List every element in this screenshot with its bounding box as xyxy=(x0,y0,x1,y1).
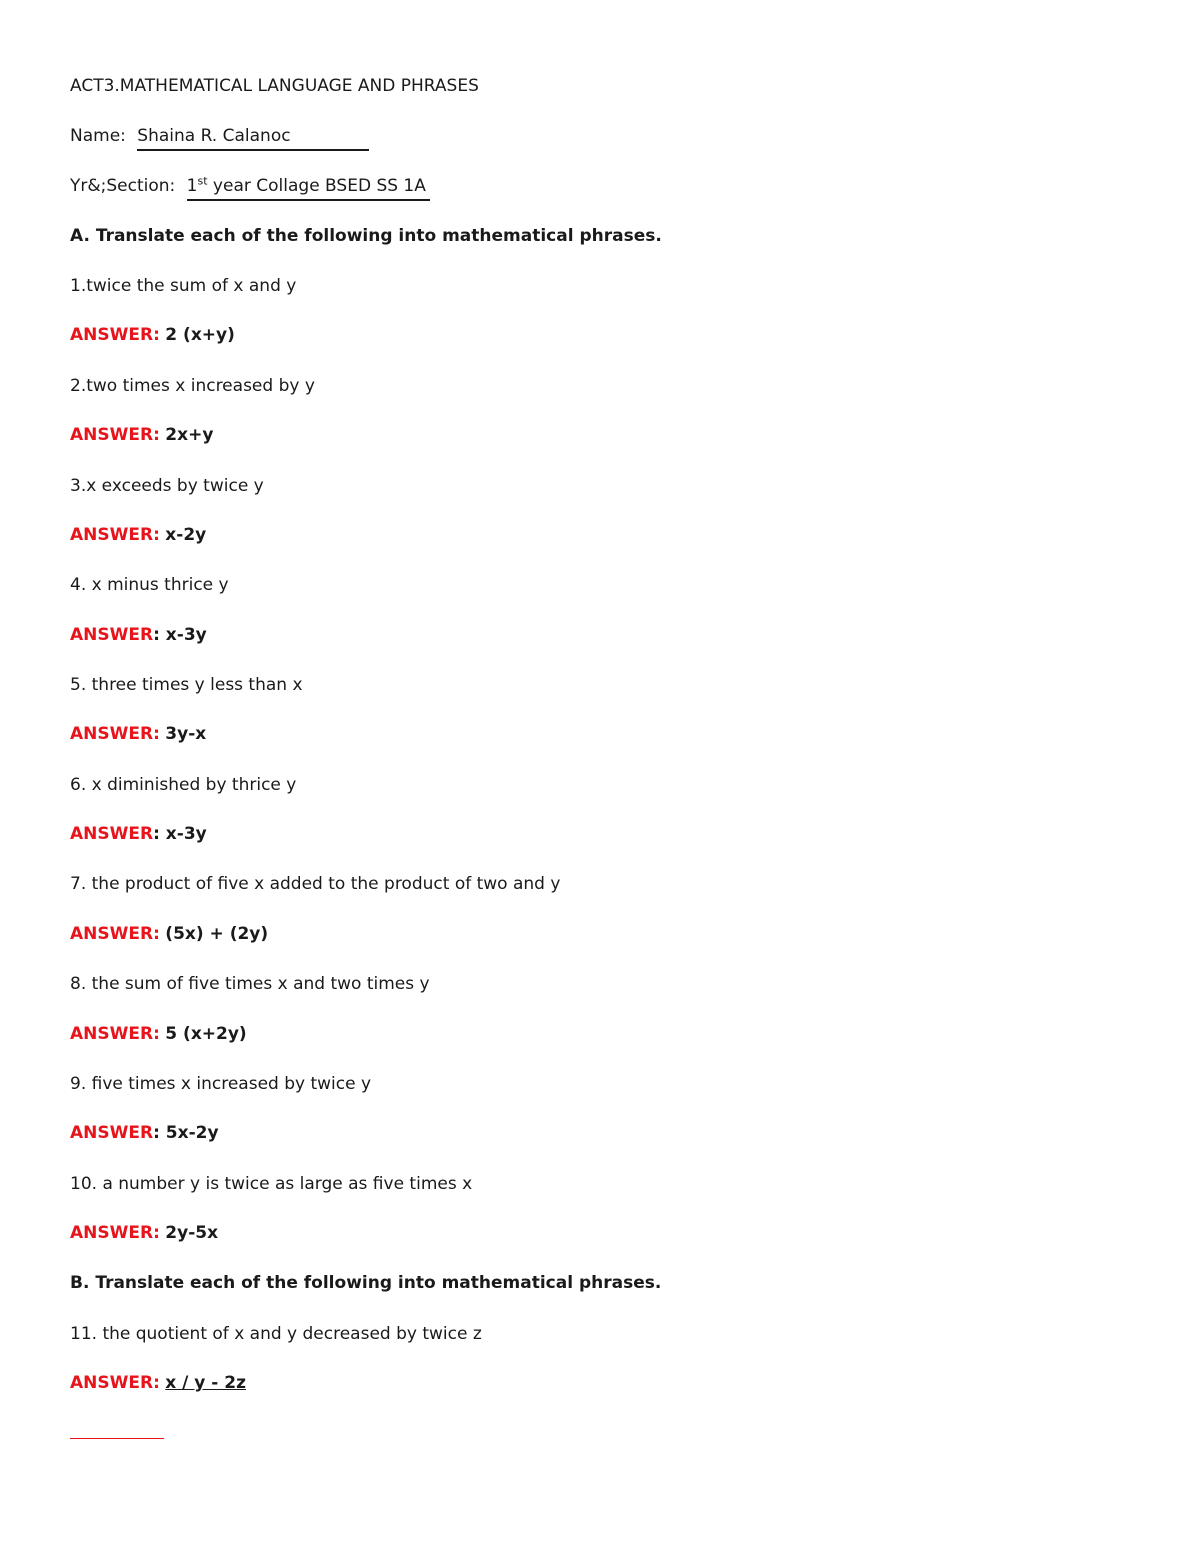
answer-value: x-2y xyxy=(165,525,207,545)
answer-label: ANSWER xyxy=(70,1123,154,1143)
document-title: ACT3.MATHEMATICAL LANGUAGE AND PHRASES xyxy=(70,76,479,96)
answer-value: (5x) + (2y) xyxy=(165,924,269,944)
name-row xyxy=(70,125,369,151)
question-10: 10. a number y is twice as large as five times x xyxy=(70,1174,473,1194)
name-value: Shaina R. Calanoc xyxy=(137,125,369,151)
question-11: 11. the quotient of x and y decreased by twice z xyxy=(70,1324,482,1344)
answer-6 xyxy=(70,823,207,845)
answer-value: 2 (x+y) xyxy=(165,325,235,345)
answer-value: : x-3y xyxy=(153,824,207,844)
question-1: 1.twice the sum of x and y xyxy=(70,276,297,296)
answer-value: x / y - 2z xyxy=(165,1373,247,1393)
section-value: year Collage BSED SS 1A xyxy=(207,176,426,196)
section-value-field xyxy=(187,175,430,201)
answer-5 xyxy=(70,723,206,745)
red-divider xyxy=(70,1438,164,1439)
name-label: Name: xyxy=(70,126,126,146)
answer-label: ANSWER: xyxy=(70,724,160,744)
answer-label: ANSWER: xyxy=(70,924,160,944)
answer-11 xyxy=(70,1372,246,1394)
answer-label: ANSWER: xyxy=(70,1223,160,1243)
question-8: 8. the sum of five times x and two times y xyxy=(70,974,430,994)
answer-value: 2x+y xyxy=(165,425,214,445)
question-6: 6. x diminished by thrice y xyxy=(70,775,297,795)
answer-1 xyxy=(70,324,235,346)
answer-value: : 5x-2y xyxy=(153,1123,219,1143)
answer-value: 3y-x xyxy=(165,724,207,744)
question-2: 2.two times x increased by y xyxy=(70,376,315,396)
answer-4 xyxy=(70,624,207,646)
answer-9 xyxy=(70,1122,219,1144)
question-5: 5. three times y less than x xyxy=(70,675,303,695)
answer-value: 5 (x+2y) xyxy=(165,1024,247,1044)
answer-8 xyxy=(70,1023,247,1045)
part-a-heading: A. Translate each of the following into mathematical phrases. xyxy=(70,226,662,246)
question-4: 4. x minus thrice y xyxy=(70,575,229,595)
answer-10 xyxy=(70,1222,218,1244)
answer-2 xyxy=(70,424,213,446)
question-3: 3.x exceeds by twice y xyxy=(70,476,264,496)
answer-label: ANSWER xyxy=(70,824,154,844)
section-row xyxy=(70,175,430,201)
answer-3 xyxy=(70,524,206,546)
section-label: Yr&;Section: xyxy=(70,176,176,196)
answer-label: ANSWER: xyxy=(70,525,160,545)
answer-value: 2y-5x xyxy=(165,1223,219,1243)
section-ordinal-suffix: st xyxy=(197,174,208,188)
answer-7 xyxy=(70,923,268,945)
answer-label: ANSWER xyxy=(70,625,154,645)
answer-label: ANSWER: xyxy=(70,325,160,345)
question-9: 9. five times x increased by twice y xyxy=(70,1074,372,1094)
answer-label: ANSWER: xyxy=(70,1373,160,1393)
section-ordinal: 1 xyxy=(186,176,198,196)
part-b-heading: B. Translate each of the following into mathematical phrases. xyxy=(70,1273,662,1293)
answer-label: ANSWER: xyxy=(70,425,160,445)
answer-value: : x-3y xyxy=(153,625,207,645)
question-7: 7. the product of five x added to the product of two and y xyxy=(70,874,561,894)
answer-label: ANSWER: xyxy=(70,1024,160,1044)
